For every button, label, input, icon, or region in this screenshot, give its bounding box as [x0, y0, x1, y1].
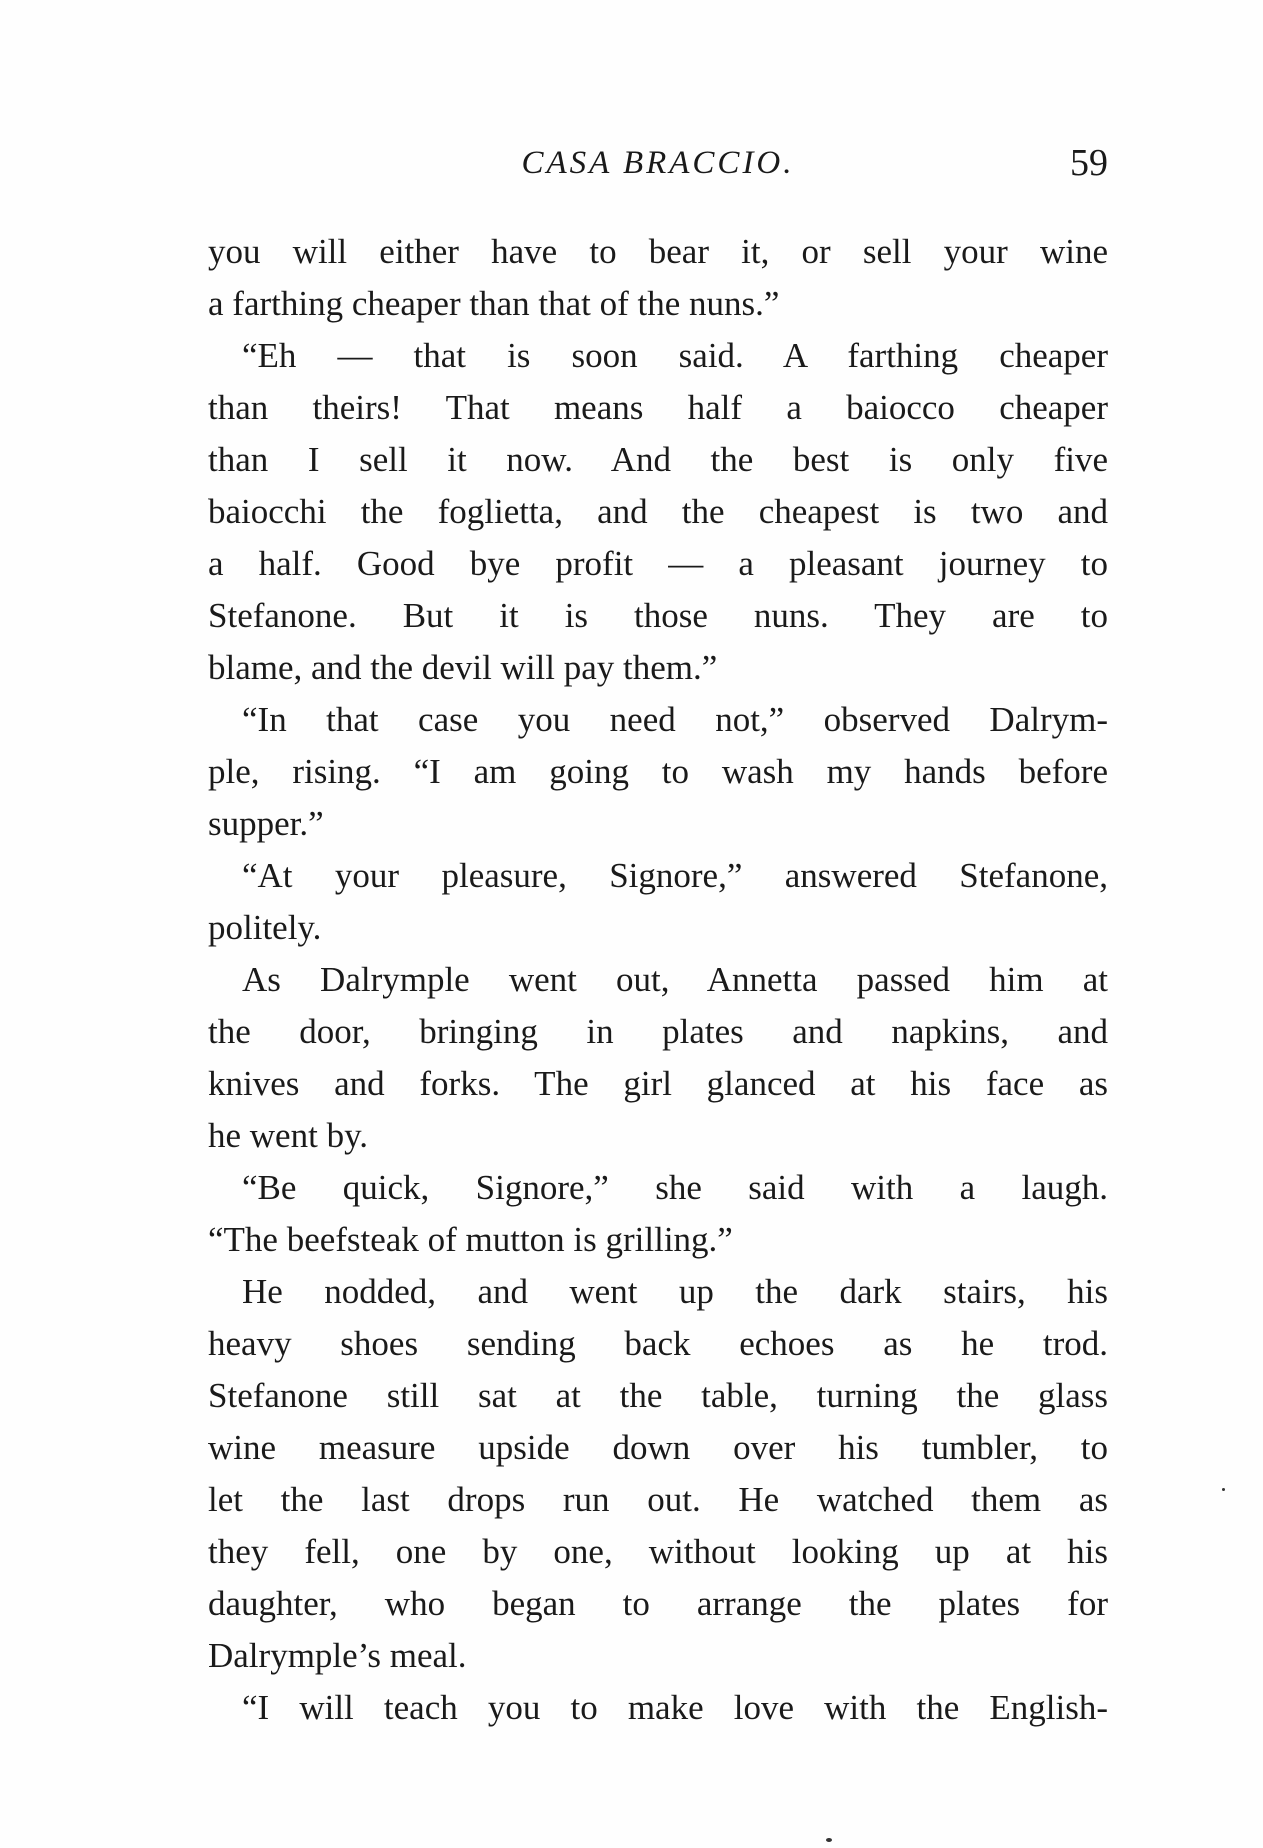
- text-line: He nodded, and went up the dark stairs, his: [242, 1272, 1108, 1311]
- text-line: daughter, who began to arrange the plates for: [208, 1584, 1108, 1623]
- text-line: baiocchi the foglietta, and the cheapest is two and: [208, 492, 1108, 531]
- text-line: wine measure upside down over his tumbler, to: [208, 1428, 1108, 1467]
- text-line: Stefanone still sat at the table, turning the glass: [208, 1376, 1108, 1415]
- text-line: Dalrymple’s meal.: [208, 1636, 467, 1675]
- text-line: let the last drops run out. He watched them as: [208, 1480, 1108, 1519]
- text-line: “At your pleasure, Signore,” answered Stefanone,: [242, 856, 1108, 895]
- text-line: knives and forks. The girl glanced at his face as: [208, 1064, 1108, 1103]
- text-line: heavy shoes sending back echoes as he trod.: [208, 1324, 1108, 1363]
- text-line: than I sell it now. And the best is only five: [208, 440, 1108, 479]
- running-title: CASA BRACCIO.: [521, 145, 795, 181]
- text-line: supper.”: [208, 804, 324, 843]
- text-line: the door, bringing in plates and napkins, and: [208, 1012, 1108, 1051]
- print-speck: [1222, 1488, 1225, 1491]
- text-line: a farthing cheaper than that of the nuns.”: [208, 284, 780, 323]
- text-line: than theirs! That means half a baiocco cheaper: [208, 388, 1108, 427]
- text-line: you will either have to bear it, or sell your wine: [208, 232, 1108, 271]
- text-line: Stefanone. But it is those nuns. They are to: [208, 596, 1108, 635]
- text-line: ple, rising. “I am going to wash my hands before: [208, 752, 1108, 791]
- text-line: “Eh — that is soon said. A farthing cheaper: [242, 336, 1108, 375]
- text-line: “Be quick, Signore,” she said with a laugh.: [242, 1168, 1108, 1207]
- text-line: “In that case you need not,” observed Dalrym-: [242, 700, 1108, 739]
- text-line: blame, and the devil will pay them.”: [208, 648, 718, 687]
- text-line: “I will teach you to make love with the English-: [242, 1688, 1108, 1727]
- print-speck: [826, 1838, 832, 1842]
- text-line: they fell, one by one, without looking up at his: [208, 1532, 1108, 1571]
- body-text: [208, 226, 1108, 1734]
- running-head: [208, 138, 1108, 188]
- text-line: As Dalrymple went out, Annetta passed him at: [242, 960, 1108, 999]
- text-line: politely.: [208, 908, 322, 947]
- text-line: he went by.: [208, 1116, 369, 1155]
- page-number: 59: [1070, 142, 1108, 184]
- text-line: a half. Good bye profit — a pleasant journey to: [208, 544, 1108, 583]
- text-line: “The beefsteak of mutton is grilling.”: [208, 1220, 733, 1259]
